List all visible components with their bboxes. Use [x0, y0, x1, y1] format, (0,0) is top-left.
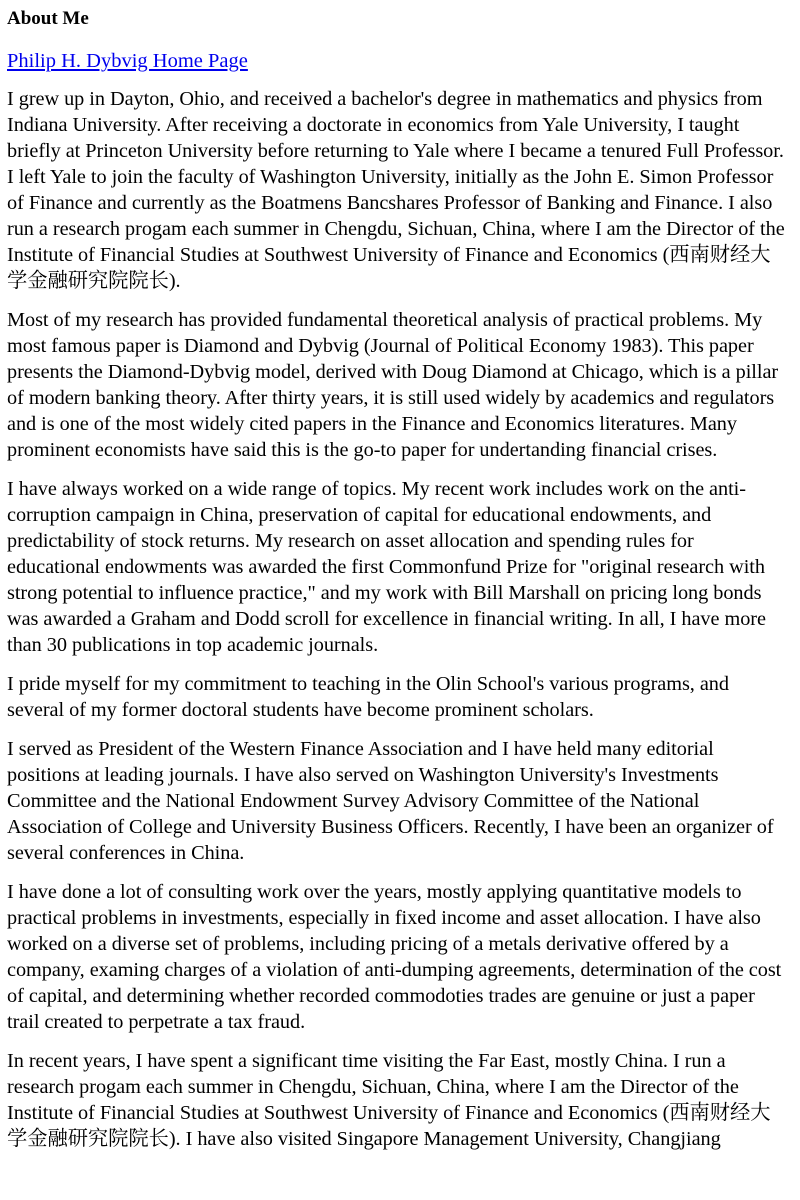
paragraph-topics: I have always worked on a wide range of topics. My recent work includes work on the anti-corruption campaign in China, preservation of capital for educational endowments, and predictability of stock returns. My research on asset allocation and spending rules for educational endowments was awarded the first Commonfund Prize for "original research with strong potential to influence practice," and my work with Bill Marshall on pricing long bonds was awarded a Graham and Dodd scroll for excellence in financial writing. In all, I have more than 30 publications in top academic journals.: [7, 478, 766, 656]
paragraph-research: Most of my research has provided fundamental theoretical analysis of practical problems. My most famous paper is Diamond and Dybvig (Journal of Political Economy 1983). This paper presents the Diamond-Dybvig model, derived with Doug Diamond at Chicago, which is a pillar of modern banking theory. After thirty years, it is still used widely by academics and regulators and is one of the most widely cited papers in the Finance and Economics literatures. Many prominent economists have said this is the go-to paper for undertanding financial crises.: [7, 309, 779, 461]
home-page-link[interactable]: Philip H. Dybvig Home Page: [7, 50, 248, 72]
paragraph-teaching: I pride myself for my commitment to teaching in the Olin School's various programs, and several of my former doctoral students have become prominent scholars.: [7, 673, 729, 721]
paragraph-far-east: In recent years, I have spent a significant time visiting the Far East, mostly China. I run a research progam each summer in Chengdu, Sichuan, China, where I am the Director of the Institute of Financial Studies at Southwest University of Finance and Economics (西南财经大学金融研究院院长). I have also visited Singapore Management University, Changjiang: [7, 1050, 771, 1150]
paragraph-consulting: I have done a lot of consulting work over the years, mostly applying quantitative models to practical problems in investments, especially in fixed income and asset allocation. I have also worked on a diverse set of problems, including pricing of a metals derivative offered by a company, examing charges of a violation of anti-dumping agreements, determination of the cost of capital, and determining whether recorded commodoties trades are genuine or just a paper trail created to perpetrate a tax fraud.: [7, 881, 782, 1033]
page-title: About Me: [7, 8, 89, 29]
paragraph-background: I grew up in Dayton, Ohio, and received a bachelor's degree in mathematics and physics from Indiana University. After receiving a doctorate in economics from Yale University, I taught briefly at Princeton University before returning to Yale where I became a tenured Full Professor. I left Yale to join the faculty of Washington University, initially as the John E. Simon Professor of Finance and currently as the Boatmens Bancshares Professor of Banking and Finance. I also run a research progam each summer in Chengdu, Sichuan, China, where I am the Director of the Institute of Financial Studies at Southwest University of Finance and Economics (西南财经大学金融研究院院长).: [7, 88, 785, 292]
paragraph-service: I served as President of the Western Finance Association and I have held many editorial positions at leading journals. I have also served on Washington University's Investments Committee and the National Endowment Survey Advisory Committee of the National Association of College and University Business Officers. Recently, I have been an organizer of several conferences in China.: [7, 738, 774, 864]
